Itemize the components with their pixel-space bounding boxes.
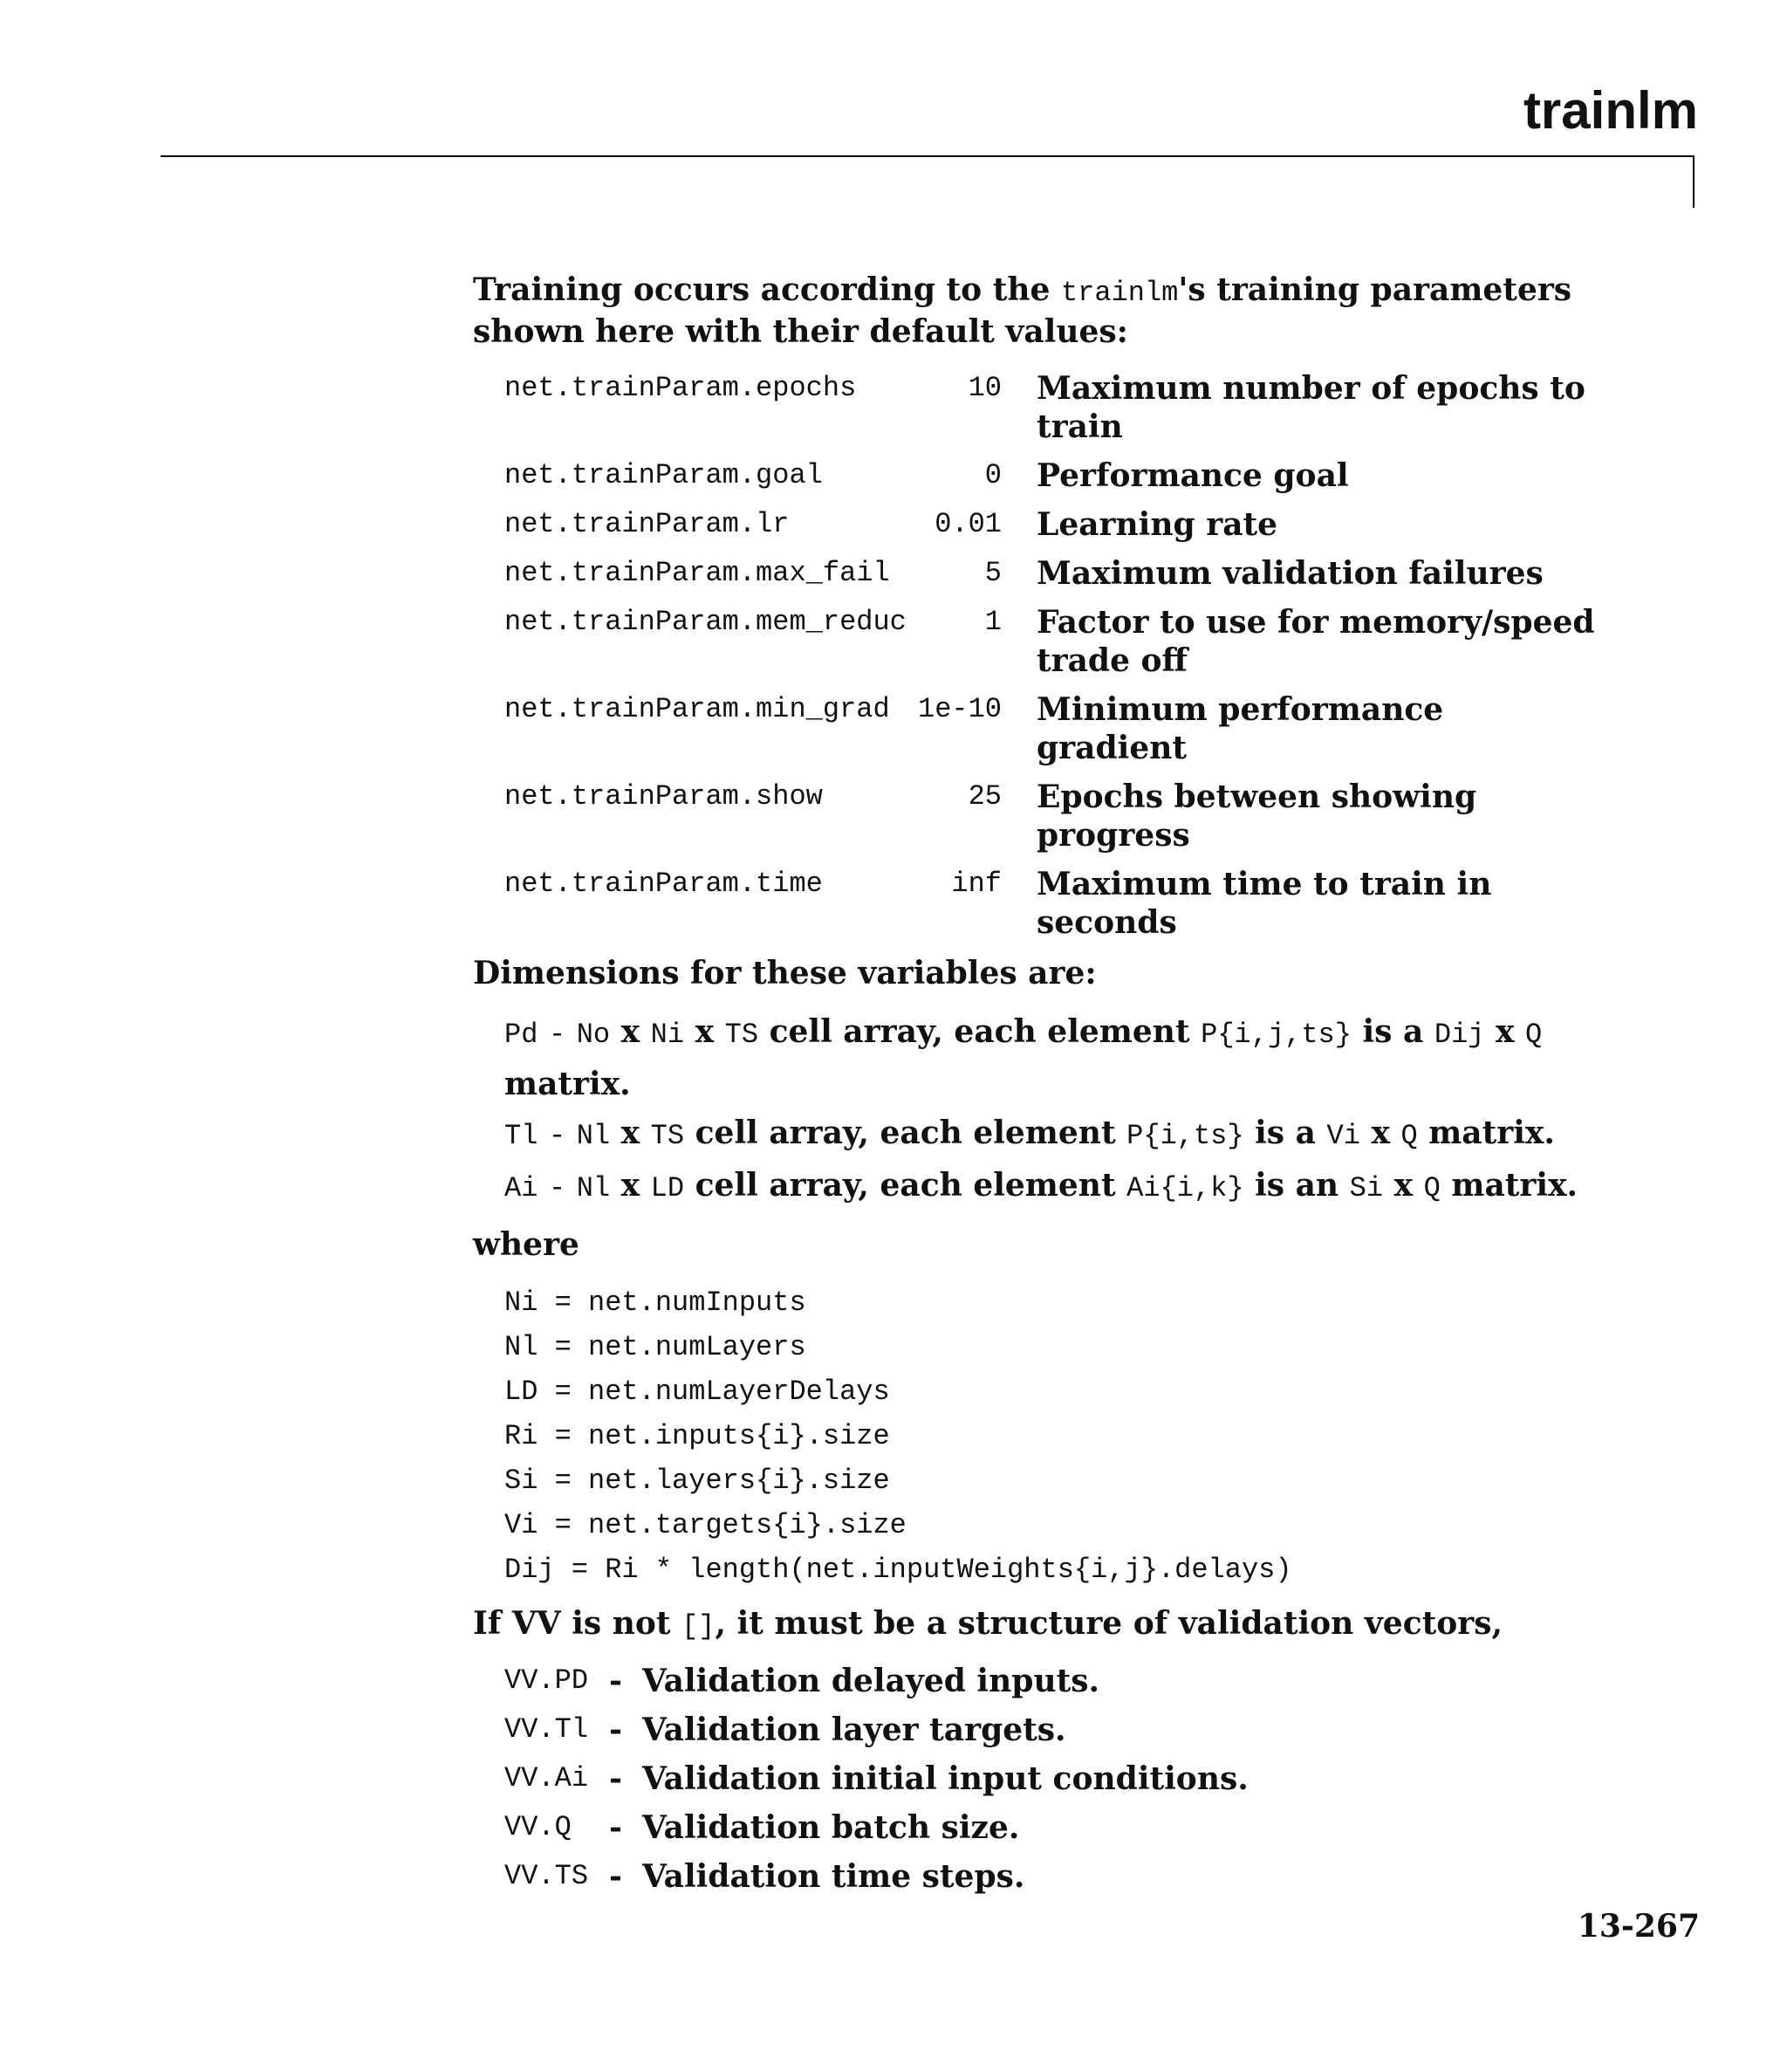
dim-dash: - bbox=[548, 1172, 566, 1204]
vv-description: Validation batch size. bbox=[642, 1809, 1020, 1846]
dim-m1: Vi bbox=[1326, 1120, 1360, 1152]
vv-description: Validation initial input conditions. bbox=[642, 1760, 1249, 1797]
vv-dash: - bbox=[609, 1809, 622, 1846]
intro-code: trainlm bbox=[1060, 277, 1179, 309]
dim-x: x bbox=[1371, 1115, 1390, 1151]
param-row bbox=[504, 690, 1668, 767]
param-name: net.trainParam.mem_reduc bbox=[504, 606, 907, 638]
dim-x: x bbox=[1393, 1167, 1414, 1204]
dim-row bbox=[504, 1108, 1668, 1161]
dim-element: P{i,j,ts} bbox=[1201, 1019, 1352, 1051]
vv-row bbox=[504, 1705, 1668, 1754]
vv-intro-code: [] bbox=[681, 1610, 715, 1643]
param-row bbox=[504, 865, 1668, 942]
dim-text: is an bbox=[1255, 1167, 1339, 1204]
param-description: Factor to use for memory/speed trade off bbox=[1037, 604, 1595, 679]
param-row bbox=[504, 369, 1668, 446]
dim-text: matrix. bbox=[504, 1066, 631, 1102]
param-row bbox=[504, 505, 1668, 544]
dim-row bbox=[504, 1007, 1668, 1108]
param-row bbox=[504, 554, 1668, 593]
page-header-title: trainlm bbox=[1523, 81, 1698, 140]
dim-text: cell array, each element bbox=[695, 1167, 1116, 1204]
dims-list bbox=[504, 1007, 1668, 1213]
param-name: net.trainParam.epochs bbox=[504, 372, 857, 404]
vv-intro-post: , it must be a structure of validation vectors, bbox=[715, 1605, 1503, 1642]
param-description: Performance goal bbox=[1037, 457, 1349, 494]
param-value: 1e-10 bbox=[917, 693, 1002, 725]
param-description: Epochs between showing progress bbox=[1037, 779, 1477, 854]
param-row bbox=[504, 456, 1668, 495]
dim-b: TS bbox=[650, 1120, 685, 1152]
param-row bbox=[504, 778, 1668, 854]
param-name: net.trainParam.lr bbox=[504, 508, 790, 540]
where-row: Si = net.layers{i}.size bbox=[504, 1465, 890, 1497]
vv-key: VV.Tl bbox=[504, 1713, 589, 1746]
vv-dash: - bbox=[609, 1663, 622, 1699]
dim-text: matrix. bbox=[1428, 1115, 1555, 1151]
param-description: Learning rate bbox=[1037, 506, 1278, 543]
dim-x: x bbox=[620, 1167, 640, 1204]
dim-element: Ai{i,k} bbox=[1126, 1172, 1244, 1204]
vv-dash: - bbox=[609, 1858, 622, 1895]
dim-element: P{i,ts} bbox=[1126, 1120, 1244, 1152]
vv-row bbox=[504, 1852, 1668, 1901]
param-value: 5 bbox=[984, 557, 1002, 589]
vv-key: VV.Ai bbox=[504, 1762, 589, 1794]
param-name: net.trainParam.goal bbox=[504, 459, 823, 491]
dim-text: matrix. bbox=[1451, 1167, 1578, 1204]
page-content bbox=[473, 271, 1668, 1901]
vv-description: Validation delayed inputs. bbox=[642, 1663, 1100, 1699]
dim-x: x bbox=[620, 1013, 640, 1050]
dim-var: Tl bbox=[504, 1120, 538, 1152]
dim-m2: Q bbox=[1400, 1120, 1418, 1152]
param-name: net.trainParam.max_fail bbox=[504, 557, 890, 589]
param-description: Maximum validation failures bbox=[1037, 555, 1544, 592]
dim-text: cell array, each element bbox=[695, 1115, 1116, 1151]
where-heading: where bbox=[473, 1226, 579, 1263]
param-description: Maximum number of epochs to train bbox=[1037, 370, 1585, 445]
vv-description: Validation time steps. bbox=[642, 1858, 1025, 1895]
dim-text: is a bbox=[1255, 1115, 1316, 1151]
dim-b: LD bbox=[650, 1172, 685, 1204]
param-value: 10 bbox=[968, 372, 1002, 404]
vv-list bbox=[504, 1657, 1668, 1901]
dim-m2: Q bbox=[1423, 1172, 1441, 1204]
dim-a: No bbox=[576, 1019, 611, 1051]
intro-text-post: 's training parameters shown here with their default values: bbox=[473, 271, 1572, 350]
vv-row bbox=[504, 1754, 1668, 1803]
param-value: 25 bbox=[968, 780, 1002, 813]
vv-dash: - bbox=[609, 1712, 622, 1748]
where-row: Ni = net.numInputs bbox=[504, 1286, 806, 1319]
vv-key: VV.Q bbox=[504, 1811, 572, 1843]
dim-text: cell array, each element bbox=[769, 1013, 1190, 1050]
where-row: Vi = net.targets{i}.size bbox=[504, 1509, 907, 1541]
where-row: LD = net.numLayerDelays bbox=[504, 1376, 890, 1408]
intro-text-pre: Training occurs according to the bbox=[473, 271, 1061, 308]
param-value: inf bbox=[951, 868, 1002, 900]
param-value: 0 bbox=[984, 459, 1002, 491]
vv-key: VV.TS bbox=[504, 1860, 589, 1892]
vv-description: Validation layer targets. bbox=[642, 1712, 1066, 1748]
dim-a: Nl bbox=[576, 1120, 611, 1152]
dim-m2: Q bbox=[1525, 1019, 1543, 1051]
param-value: 1 bbox=[984, 606, 1002, 638]
header-rule bbox=[161, 155, 1695, 157]
dim-b: Ni bbox=[650, 1019, 685, 1051]
dim-m1: Dij bbox=[1434, 1019, 1485, 1051]
dim-a: Nl bbox=[576, 1172, 611, 1204]
dim-dash: - bbox=[548, 1120, 566, 1152]
param-row bbox=[504, 603, 1668, 680]
dim-x: x bbox=[695, 1013, 715, 1050]
param-table bbox=[504, 369, 1668, 942]
param-description: Minimum performance gradient bbox=[1037, 691, 1444, 766]
dim-c: TS bbox=[724, 1019, 759, 1051]
vv-intro-paragraph bbox=[473, 1604, 1668, 1646]
vv-dash: - bbox=[609, 1760, 622, 1797]
param-value: 0.01 bbox=[935, 508, 1002, 540]
dims-heading: Dimensions for these variables are: bbox=[473, 955, 1097, 991]
dim-x: x bbox=[620, 1115, 640, 1151]
param-description: Maximum time to train in seconds bbox=[1037, 866, 1492, 941]
where-row: Ri = net.inputs{i}.size bbox=[504, 1420, 890, 1452]
vv-intro-pre: If VV is not bbox=[473, 1605, 682, 1642]
page-number: 13-267 bbox=[1577, 1908, 1700, 1945]
param-name: net.trainParam.min_grad bbox=[504, 693, 890, 725]
dim-text: is a bbox=[1362, 1013, 1424, 1050]
param-name: net.trainParam.time bbox=[504, 868, 823, 900]
vv-key: VV.PD bbox=[504, 1664, 589, 1697]
dim-var: Pd bbox=[504, 1019, 538, 1051]
dim-row bbox=[504, 1161, 1668, 1213]
param-name: net.trainParam.show bbox=[504, 780, 823, 813]
where-list bbox=[504, 1280, 1668, 1592]
intro-paragraph bbox=[473, 271, 1668, 352]
where-row: Nl = net.numLayers bbox=[504, 1331, 806, 1363]
where-row: Dij = Ri * length(net.inputWeights{i,j}.delays) bbox=[504, 1554, 1292, 1586]
vv-row bbox=[504, 1803, 1668, 1852]
dim-var: Ai bbox=[504, 1172, 538, 1204]
dim-m1: Si bbox=[1349, 1172, 1384, 1204]
dim-x: x bbox=[1496, 1013, 1515, 1050]
header-corner-tick bbox=[1693, 155, 1695, 208]
vv-row bbox=[504, 1657, 1668, 1705]
dim-dash: - bbox=[548, 1019, 566, 1051]
